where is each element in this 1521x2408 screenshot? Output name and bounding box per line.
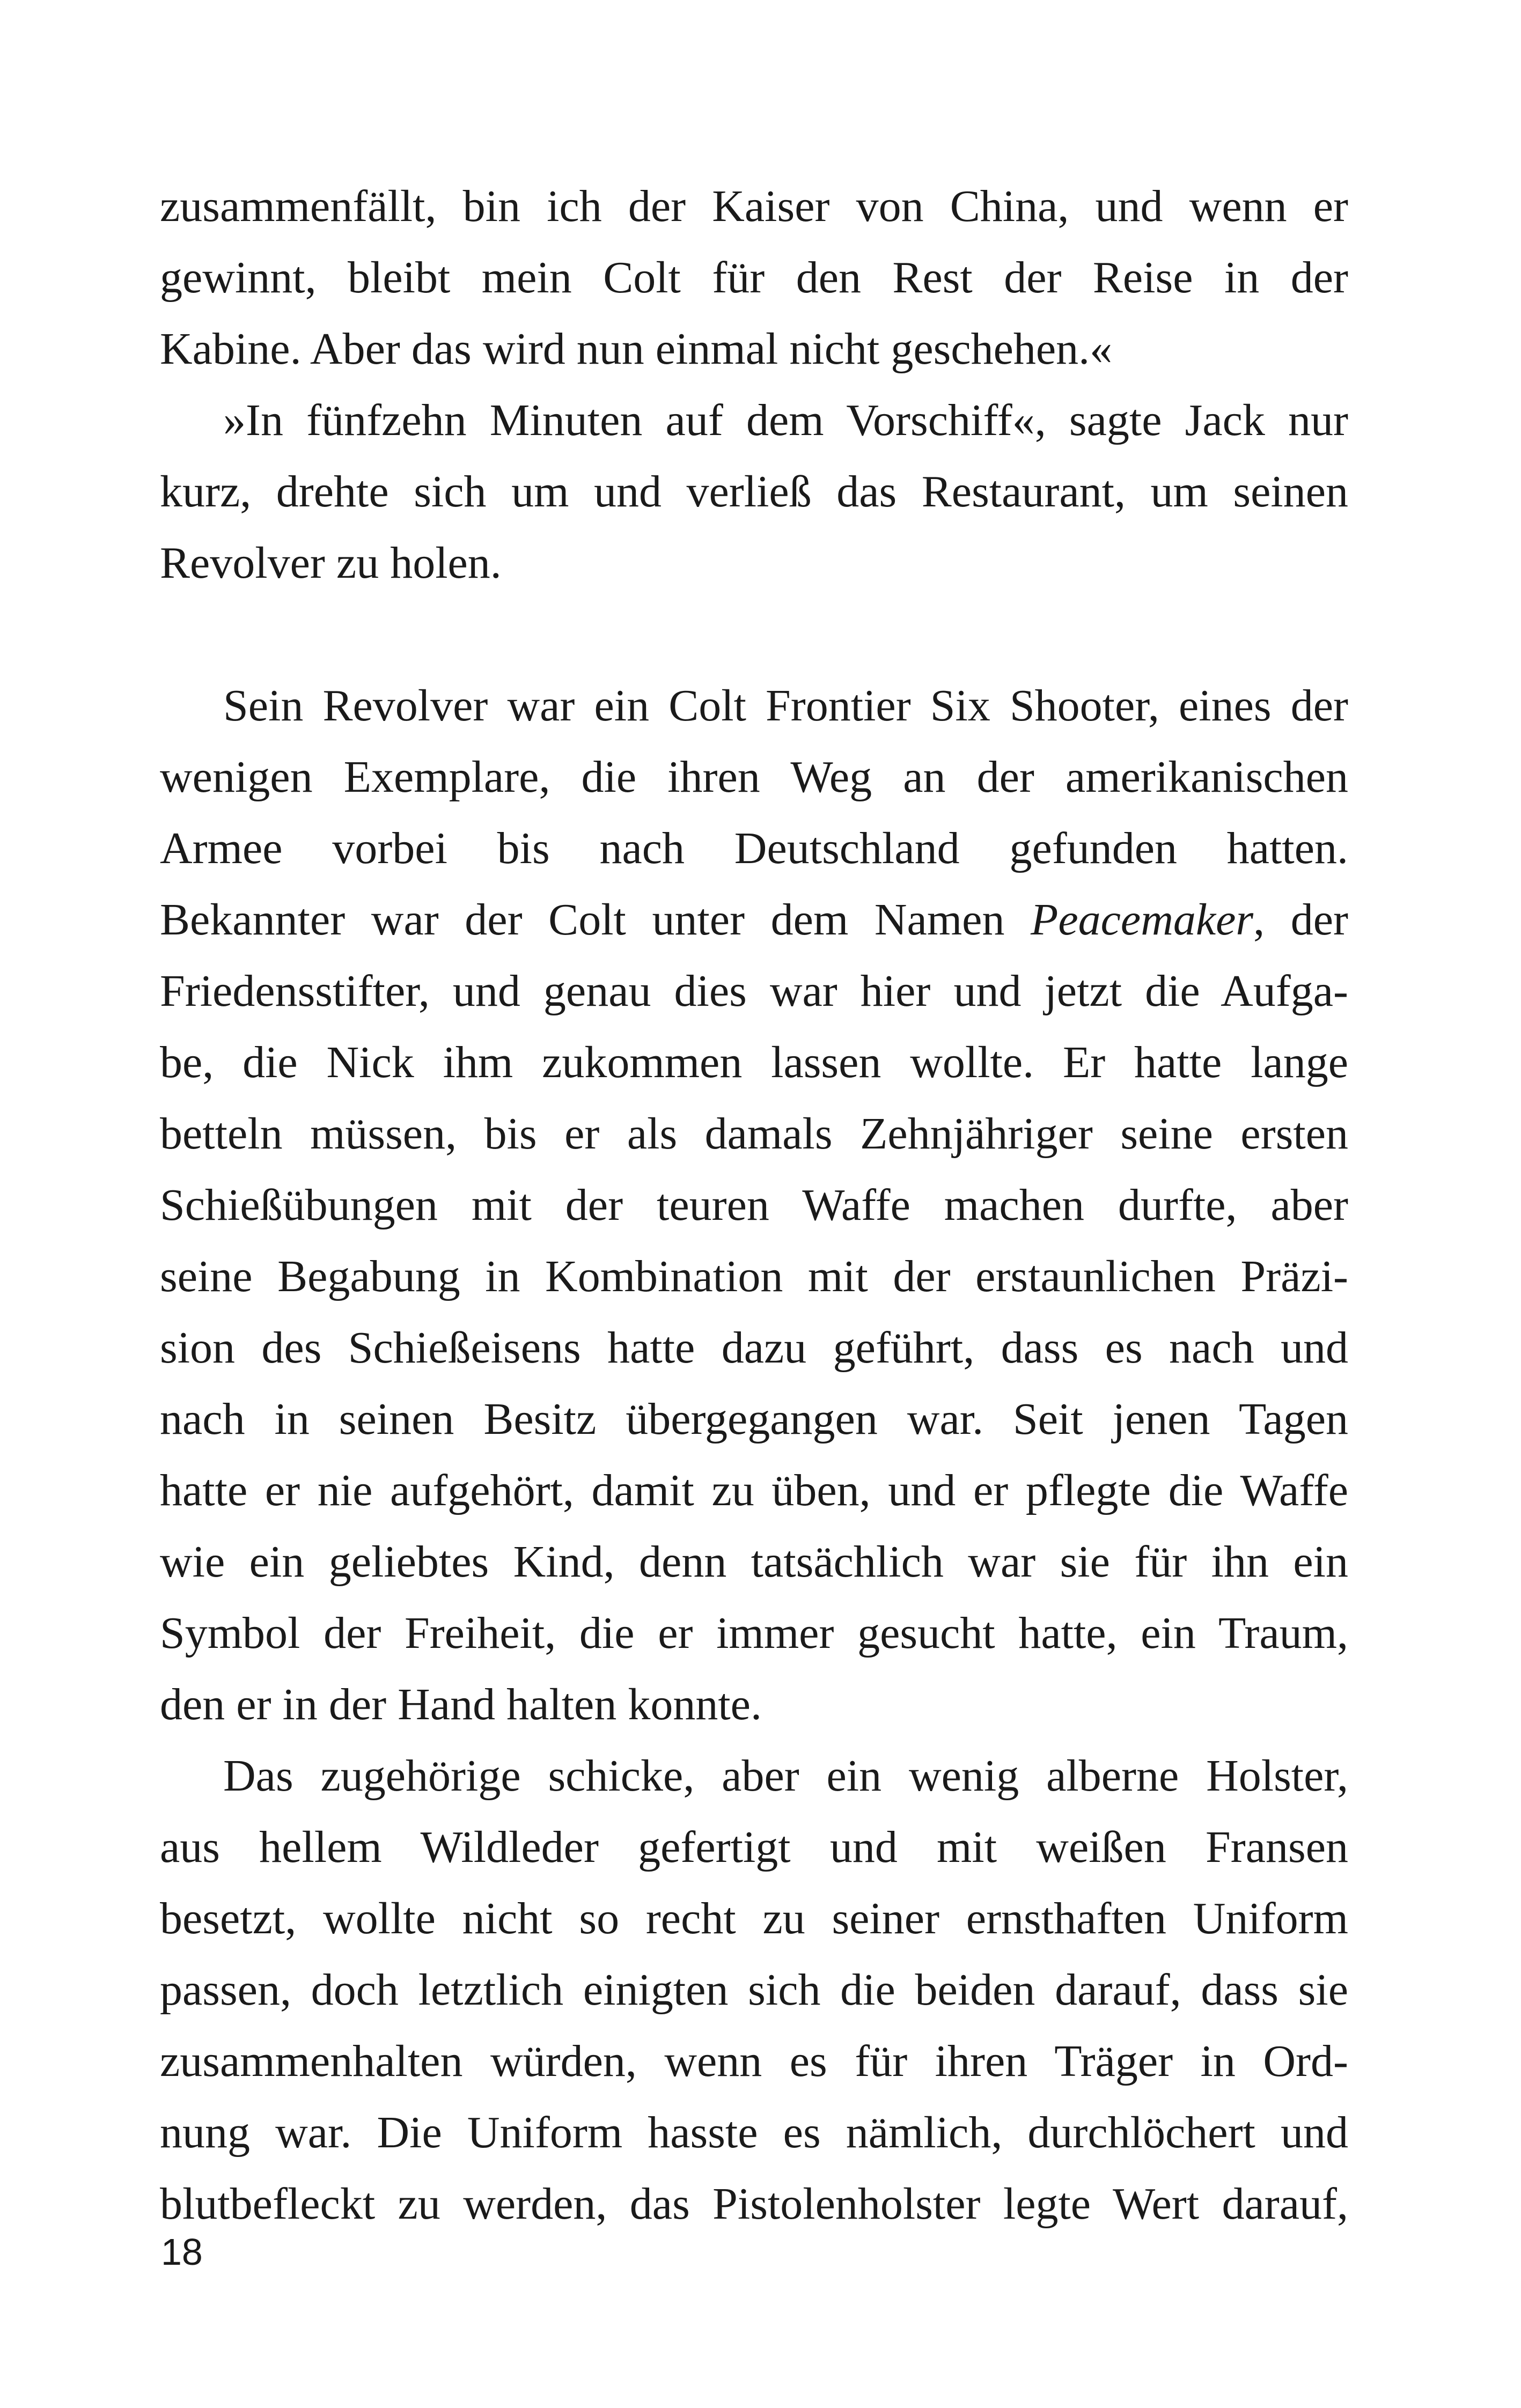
text-segment: , der (1253, 895, 1348, 945)
text-line: gewinnt, bleibt mein Colt für den Rest der Reise in der (160, 253, 1348, 303)
text-line: be, die Nick ihm zukommen lassen wollte. Er hatte lange (160, 1037, 1348, 1087)
text-line: hatte er nie aufgehört, damit zu üben, und er pflegte die Waffe (160, 1466, 1348, 1515)
text-line: passen, doch letztlich einigten sich die beiden darauf, dass sie (160, 1965, 1348, 2015)
book-page-body (160, 171, 1348, 2240)
text-line: nung war. Die Uniform hasste es nämlich, durchlöchert und (160, 2108, 1348, 2157)
text-line: Kabine. Aber das wird nun einmal nicht geschehen.« (160, 324, 1113, 374)
paragraph-holster (160, 1740, 1348, 2240)
text-line: Friedensstifter, und genau dies war hier und jetzt die Aufga- (160, 966, 1348, 1016)
text-line: sion des Schießeisens hatte dazu geführt, dass es nach und (160, 1323, 1348, 1373)
text-line: zusammenfällt, bin ich der Kaiser von China, und wenn er (160, 181, 1348, 231)
text-line: den er in der Hand halten konnte. (160, 1680, 762, 1729)
text-line: zusammenhalten würden, wenn es für ihren Träger in Ord- (160, 2036, 1348, 2086)
text-line: blutbefleckt zu werden, das Pistolenholster legte Wert darauf, (160, 2179, 1348, 2229)
text-line: Armee vorbei bis nach Deutschland gefunden hatten. (160, 823, 1348, 873)
text-line: »In fünfzehn Minuten auf dem Vorschiff«, sagte Jack nur (223, 395, 1348, 445)
text-line: aus hellem Wildleder gefertigt und mit weißen Fransen (160, 1822, 1348, 1872)
text-line: Symbol der Freiheit, die er immer gesucht hatte, ein Traum, (160, 1608, 1348, 1658)
text-line: nach in seinen Besitz übergegangen war. Seit jenen Tagen (160, 1394, 1348, 1444)
page-number: 18 (161, 2231, 203, 2273)
text-line: Das zugehörige schicke, aber ein wenig alberne Holster, (223, 1751, 1348, 1801)
paragraph-revolver (160, 670, 1348, 1740)
text-line: seine Begabung in Kombination mit der erstaunlichen Präzi- (160, 1251, 1348, 1301)
section-break (160, 599, 1348, 670)
text-segment: Bekannter war der Colt unter dem Namen (160, 895, 1031, 945)
paragraph-dialogue (160, 385, 1348, 599)
italic-term: Peacemaker (1031, 895, 1254, 945)
text-line: wie ein geliebtes Kind, denn tatsächlich war sie für ihn ein (160, 1537, 1348, 1587)
text-line: Revolver zu holen. (160, 538, 502, 588)
text-line: wenigen Exemplare, die ihren Weg an der amerikanischen (160, 752, 1348, 802)
text-line: betteln müssen, bis er als damals Zehnjähriger seine ersten (160, 1109, 1348, 1159)
text-line: Sein Revolver war ein Colt Frontier Six Shooter, eines der (223, 681, 1348, 731)
text-line: kurz, drehte sich um und verließ das Restaurant, um seinen (160, 467, 1348, 517)
paragraph-continued (160, 171, 1348, 385)
text-line: Schießübungen mit der teuren Waffe machen durfte, aber (160, 1180, 1348, 1230)
text-line (160, 884, 1348, 955)
text-line: besetzt, wollte nicht so recht zu seiner ernsthaften Uniform (160, 1894, 1348, 1943)
